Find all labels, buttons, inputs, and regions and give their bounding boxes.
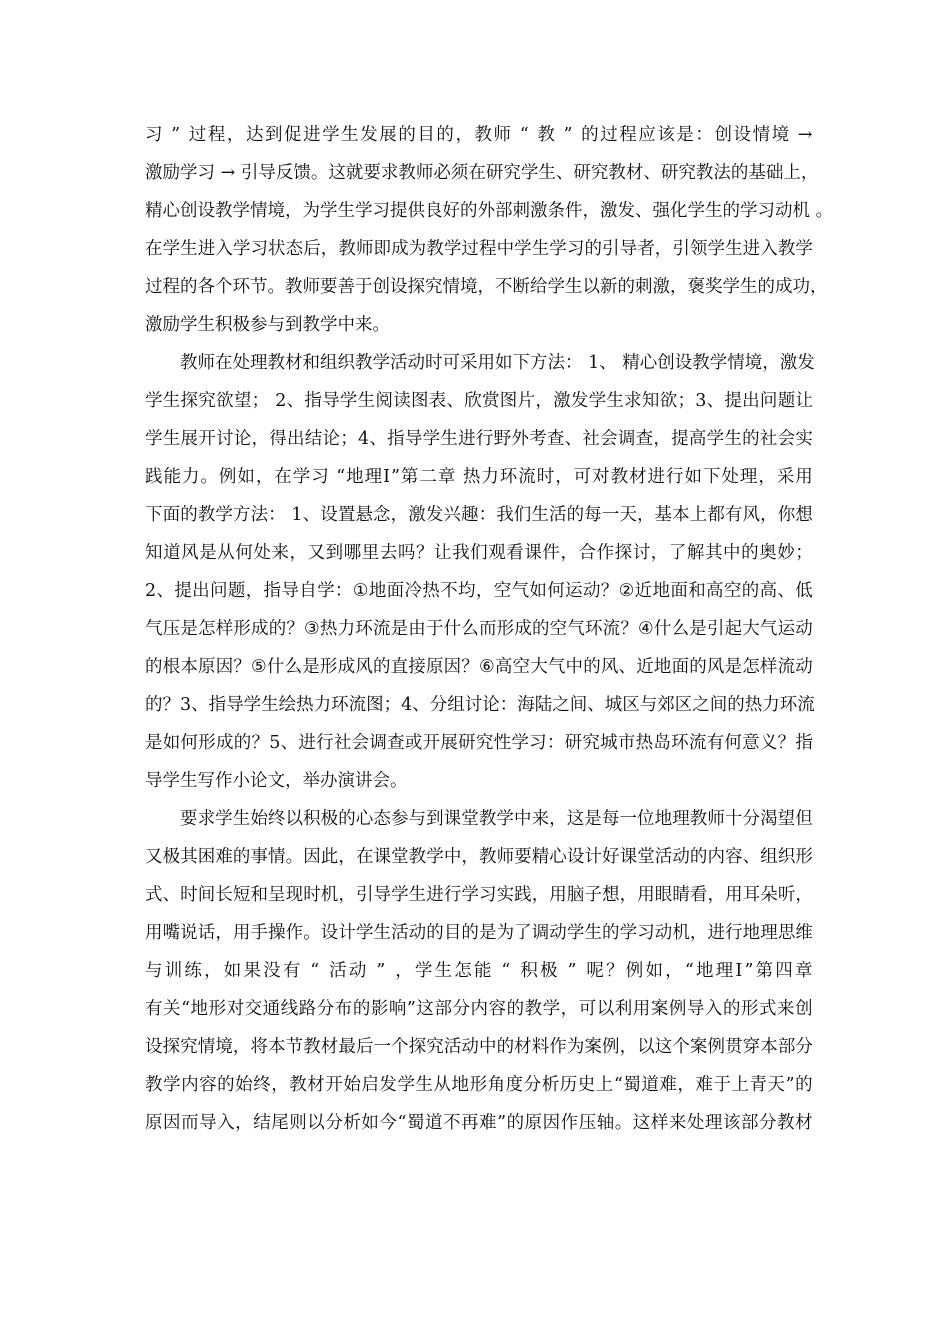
text-line: 过 程 的 各 个 环 节 。 教 师 要 善 于 创 设 探 究 情 境 ， 不 断 给 学 生 以 新 的 刺 激 ， 褒 奖 学 生 的 成 功 ， xyxy=(145,277,828,297)
body-text xyxy=(145,116,834,1142)
text-line: 要 求 学 生 始 终 以 积 极 的 心 态 参 与 到 课 堂 教 学 中 来 ， 这 是 每 一 位 地 理 教 师 十 分 渴 望 但 xyxy=(180,809,813,829)
text-line: 用 嘴 说 话 ， 用 手 操 作 。 设 计 学 生 活 动 的 目 的 是 为 了 调 动 学 生 的 学 习 动 机 ， 进 行 地 理 思 维 xyxy=(145,923,813,943)
text-line: 是 如 何 形 成 的 ？ 5 、 进 行 社 会 调 查 或 开 展 研 究 性 学 习 ： 研 究 城 市 热 岛 环 流 有 何 意 义 ？ 指 xyxy=(145,733,813,753)
paragraph xyxy=(145,800,813,1142)
text-line: 导学生写作小论文，举办演讲会。 xyxy=(145,771,408,791)
text-line: 与 训 练 ， 如 果 没 有 “ 活 动 ” ， 学 生 怎 能 “ 积 极 ” 呢 ？ 例 如 ， “ 地 理 Ⅰ ” 第 四 章 xyxy=(145,961,813,981)
text-line: 的 ？ 3 、 指 导 学 生 绘 热 力 环 流 图 ； 4 、 分 组 讨 论 ： 海 陆 之 间 、 城 区 与 郊 区 之 间 的 热 力 环 流 xyxy=(145,695,815,715)
text-line: 在 学 生 进 入 学 习 状 态 后 ， 教 师 即 成 为 教 学 过 程 中 学 生 学 习 的 引 导 者 ， 引 领 学 生 进 入 教 学 xyxy=(145,239,813,259)
text-line: 有 关 “ 地 形 对 交 通 线 路 分 布 的 影 响 ” 这 部 分 内 容 的 教 学 ， 可 以 利 用 案 例 导 入 的 形 式 来 创 xyxy=(145,999,813,1019)
text-line: 学 生 展 开 讨 论 ， 得 出 结 论 ； 4 、 指 导 学 生 进 行 野 外 考 查 、 社 会 调 查 ， 提 高 学 生 的 社 会 实 xyxy=(145,429,813,449)
text-line: 教 学 内 容 的 始 终 ， 教 材 开 始 启 发 学 生 从 地 形 角 度 分 析 历 史 上 “ 蜀 道 难 ， 难 于 上 青 天 ” 的 xyxy=(145,1075,813,1095)
text-line: 气 压 是 怎 样 形 成 的 ？ ③ 热 力 环 流 是 由 于 什 么 而 形 成 的 空 气 环 流 ？ ④ 什 么 是 引 起 大 气 运 动 xyxy=(145,619,813,639)
text-line: 原 因 而 导 入 ， 结 尾 则 以 分 析 如 今 “ 蜀 道 不 再 难 ” 的 原 因 作 压 轴 。 这 样 来 处 理 该 部 分 教 材 xyxy=(145,1113,813,1133)
text-line: 设 探 究 情 境 ， 将 本 节 教 材 最 后 一 个 探 究 活 动 中 的 材 料 作 为 案 例 ， 以 这 个 案 例 贯 穿 本 部 分 xyxy=(145,1037,813,1057)
text-line: 激励学生积极参与到教学中来。 xyxy=(145,315,390,335)
paragraph xyxy=(145,116,834,344)
text-line: 学 生 探 究 欲 望 ； 2 、 指 导 学 生 阅 读 图 表 、 欣 赏 图 片 ， 激 发 学 生 求 知 欲 ； 3 、 提 出 问 题 让 xyxy=(145,391,813,411)
text-line: 知 道 风 是 从 何 处 来 ， 又 到 哪 里 去 吗 ？ 让 我 们 观 看 课 件 ， 合 作 探 讨 ， 了 解 其 中 的 奥 妙 ； xyxy=(145,543,813,563)
text-line: 践 能 力 。 例 如 ， 在 学 习 “ 地 理 Ⅰ ” 第 二 章 热 力 环 流 时 ， 可 对 教 材 进 行 如 下 处 理 ， 采 用 xyxy=(145,467,813,487)
text-line: 教 师 在 处 理 教 材 和 组 织 教 学 活 动 时 可 采 用 如 下 方 法 ： 1 、 精 心 创 设 教 学 情 境 ， 激 发 xyxy=(180,353,815,373)
text-line: 2 、 提 出 问 题 ， 指 导 自 学 ： ① 地 面 冷 热 不 均 ， 空 气 如 何 运 动 ？ ② 近 地 面 和 高 空 的 高 、 低 xyxy=(145,581,813,601)
text-line: 又 极 其 困 难 的 事 情 。 因 此 ， 在 课 堂 教 学 中 ， 教 师 要 精 心 设 计 好 课 堂 活 动 的 内 容 、 组 织 形 xyxy=(145,847,813,867)
text-line: 激 励 学 习 → 引 导 反 馈 。 这 就 要 求 教 师 必 须 在 研 究 学 生 、 研 究 教 材 、 研 究 教 法 的 基 础 上 ， xyxy=(145,163,819,183)
text-line: 式 、 时 间 长 短 和 呈 现 时 机 ， 引 导 学 生 进 行 学 习 实 践 ， 用 脑 子 想 ， 用 眼 睛 看 ， 用 耳 朵 听 ， xyxy=(145,885,813,905)
text-line: 下 面 的 教 学 方 法 ： 1 、 设 置 悬 念 ， 激 发 兴 趣 ： 我 们 生 活 的 每 一 天 ， 基 本 上 都 有 风 ， 你 想 xyxy=(145,505,813,525)
text-line: 习 ” 过 程 ， 达 到 促 进 学 生 发 展 的 目 的 ， 教 师 “ 教 ” 的 过 程 应 该 是 ： 创 设 情 境 → xyxy=(145,125,813,145)
paragraph xyxy=(145,344,813,800)
text-line: 精 心 创 设 教 学 情 境 ， 为 学 生 学 习 提 供 良 好 的 外 部 刺 激 条 件 ， 激 发 、 强 化 学 生 的 学 习 动 机 。 xyxy=(145,201,834,221)
text-line: 的 根 本 原 因 ？ ⑤ 什 么 是 形 成 风 的 直 接 原 因 ？ ⑥ 高 空 大 气 中 的 风 、 近 地 面 的 风 是 怎 样 流 动 xyxy=(145,657,813,677)
